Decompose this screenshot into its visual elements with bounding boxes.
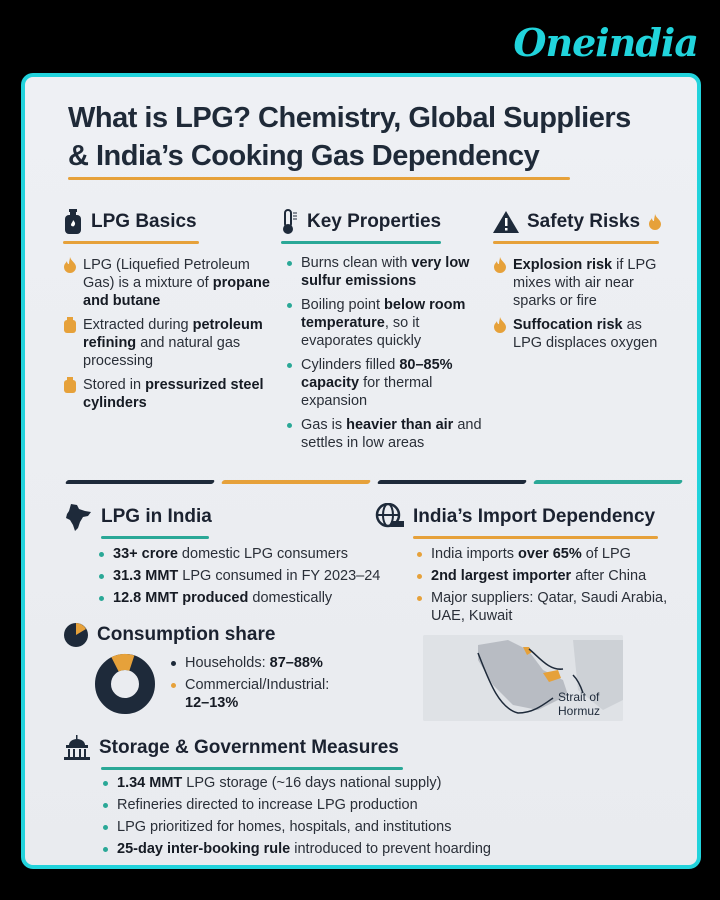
cylinder-icon (63, 317, 77, 333)
infographic-card (21, 73, 701, 869)
warning-icon (493, 211, 519, 233)
section-heading: Storage & Government Measures (99, 737, 399, 758)
list-item: Cylinders filled 80–85% capacity for thermal expansion (281, 356, 491, 410)
thermometer-icon (281, 209, 299, 235)
section-heading: India’s Import Dependency (413, 506, 656, 527)
globe-ship-icon (375, 503, 405, 531)
list-item: 2nd largest importer after China (411, 567, 685, 585)
list-item: 33+ crore domestic LPG consumers (93, 545, 383, 563)
list-item: Gas is heavier than air and settles in low areas (281, 416, 491, 452)
legend-households: Households: 87–88% (165, 654, 365, 672)
list-item: Stored in pressurized steel cylinders (63, 376, 283, 412)
list-item: Extracted during petroleum refining and natural gas processing (63, 316, 283, 370)
list-item: Suffocation risk as LPG displaces oxygen (493, 316, 673, 352)
list-item: Explosion risk if LPG mixes with air near sparks or fire (493, 256, 673, 310)
list-item: Boiling point below room temperature, so it evaporates quickly (281, 296, 491, 350)
heading-underline (493, 241, 659, 244)
title-line-2: & India’s Cooking Gas Dependency (68, 140, 540, 172)
heading-underline (101, 536, 209, 539)
flame-icon (63, 257, 77, 273)
consumption-legend (165, 654, 365, 716)
section-import-dependency (375, 502, 685, 629)
consumption-donut-chart (93, 652, 157, 716)
india-map-icon (63, 502, 93, 532)
list-item: 31.3 MMT LPG consumed in FY 2023–24 (93, 567, 383, 585)
heading-underline (101, 767, 403, 770)
heading-underline (413, 536, 658, 539)
section-key-properties (281, 207, 491, 458)
list-item: LPG prioritized for homes, hospitals, and institutions (97, 818, 683, 836)
section-consumption-share (63, 620, 393, 650)
svg-text:Hormuz: Hormuz (558, 704, 601, 718)
section-heading: LPG in India (101, 506, 212, 527)
list-item: 12.8 MMT produced domestically (93, 589, 383, 607)
list-item: India imports over 65% of LPG (411, 545, 685, 563)
list-item: Refineries directed to increase LPG production (97, 796, 683, 814)
section-heading: Safety Risks (527, 211, 641, 232)
title-underline (68, 177, 570, 180)
title-line-1: What is LPG? Chemistry, Global Suppliers (68, 102, 631, 134)
legend-commercial: Commercial/Industrial: 12–13% (165, 676, 365, 712)
heading-underline (63, 241, 199, 244)
gas-cylinder-icon (63, 209, 83, 235)
list-item: 1.34 MMT LPG storage (~16 days national supply) (97, 774, 683, 792)
gulf-region-map (423, 635, 623, 721)
section-lpg-basics (63, 207, 283, 418)
flame-icon (493, 257, 507, 273)
list-item: Burns clean with very low sulfur emissions (281, 254, 491, 290)
heading-underline (281, 241, 441, 244)
list-item: Major suppliers: Qatar, Saudi Arabia, UAE, Kuwait (411, 589, 685, 625)
section-heading: LPG Basics (91, 211, 197, 232)
section-heading: Consumption share (97, 624, 276, 645)
pie-chart-icon (63, 622, 89, 648)
section-heading: Key Properties (307, 211, 442, 232)
list-item: LPG (Liquefied Petroleum Gas) is a mixture of propane and butane (63, 256, 283, 310)
cylinder-icon (63, 377, 77, 393)
flame-icon (493, 317, 507, 333)
page-title (68, 99, 631, 175)
brand-logo: Oneindia (513, 20, 698, 65)
section-storage-measures (63, 733, 683, 862)
government-building-icon (63, 735, 91, 761)
section-safety-risks (493, 207, 673, 358)
svg-text:Strait of: Strait of (558, 690, 600, 704)
flame-icon (648, 213, 662, 231)
section-lpg-in-india (63, 502, 383, 611)
section-divider (66, 480, 682, 484)
list-item: 25-day inter-booking rule introduced to prevent hoarding (97, 840, 683, 858)
